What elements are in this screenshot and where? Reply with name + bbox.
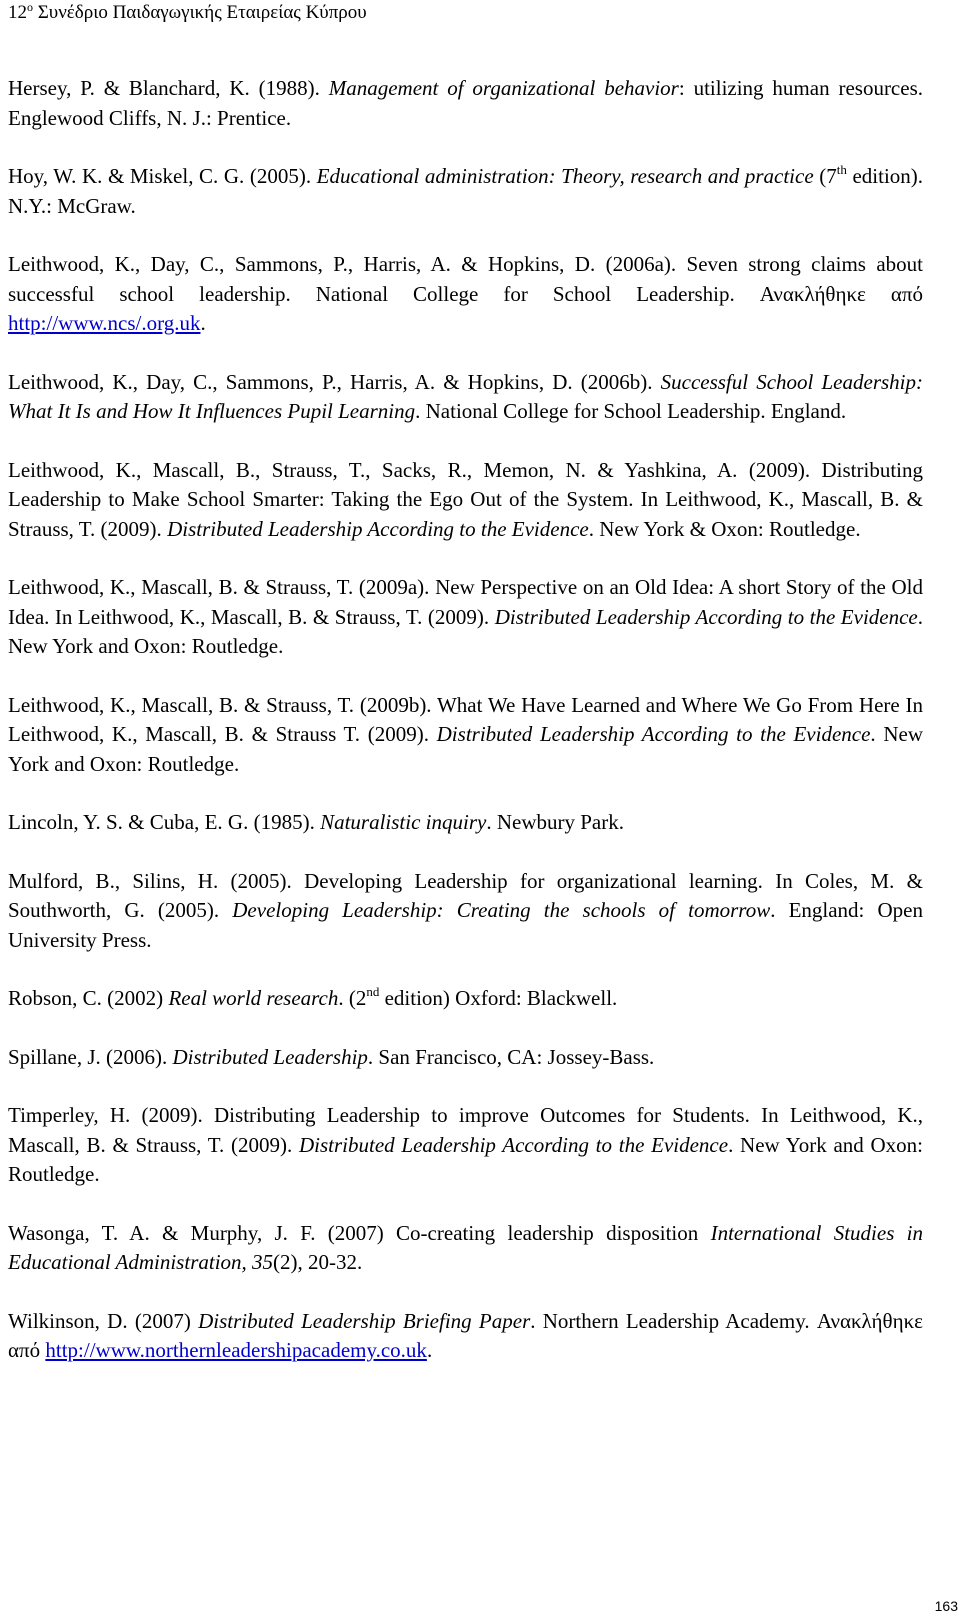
reference-entry: Mulford, B., Silins, H. (2005). Developing Leadership for organizational learning. In Coles, M. & Southworth, G. (2005). Developing Leadership: Creating the schools of tomorrow. England: Open University Press. bbox=[8, 868, 923, 952]
reference-entry: Leithwood, K., Day, C., Sammons, P., Harris, A. & Hopkins, D. (2006b). Successful School Leadership: What It Is and How It Influences Pupil Learning. National College for School Leadership. England. bbox=[8, 369, 923, 423]
reference-entry: Leithwood, K., Day, C., Sammons, P., Harris, A. & Hopkins, D. (2006a). Seven strong claims about successful school leadership. National College for School Leadership. Ανακλήθηκε από http://www.ncs/.org.uk. bbox=[8, 252, 923, 335]
reference-entry: Spillane, J. (2006). Distributed Leadership. San Francisco, CA: Jossey-Bass. bbox=[8, 1044, 655, 1069]
reference-entry: Wilkinson, D. (2007) Distributed Leadership Briefing Paper. Northern Leadership Academy. Ανακλήθηκε από http://www.northernleadershipacademy.co.uk. bbox=[8, 1308, 923, 1362]
reference-list bbox=[8, 74, 923, 1395]
header-ordinal: ο bbox=[27, 0, 33, 14]
page-number: 163 bbox=[934, 1598, 958, 1614]
reference-entry: Hersey, P. & Blanchard, K. (1988). Management of organizational behavior: utilizing human resources. Englewood Cliffs, N. J.: Prentice. bbox=[8, 76, 923, 130]
reference-entry: Leithwood, K., Mascall, B. & Strauss, T. (2009b). What We Have Learned and Where We Go From Here In Leithwood, K., Mascall, B. & Strauss T. (2009). Distributed Leadership According to the Evidence. New York and Oxon: Routledge. bbox=[8, 692, 923, 776]
reference-entry: Lincoln, Y. S. & Cuba, E. G. (1985). Naturalistic inquiry. Newbury Park. bbox=[8, 810, 624, 834]
reference-entry: Robson, C. (2002) Real world research. (2nd edition) Oxford: Blackwell. bbox=[8, 984, 618, 1010]
reference-entry: Leithwood, K., Mascall, B., Strauss, T., Sacks, R., Memon, N. & Yashkina, A. (2009). Distributing Leadership to Make School Smarter: Taking the Ego Out of the System. In Leithwood, K., Mascall, B. & Strauss, T. (2009). Distributed Leadership According to the Evidence. New York & Oxon: Routledge. bbox=[8, 457, 923, 541]
reference-link[interactable]: http://www.northernleadershipacademy.co.uk bbox=[45, 1338, 427, 1362]
reference-entry: Leithwood, K., Mascall, B. & Strauss, T. (2009a). New Perspective on an Old Idea: A short Story of the Old Idea. In Leithwood, K., Mascall, B. & Strauss, T. (2009). Distributed Leadership According to the Evidence. New York and Oxon: Routledge. bbox=[8, 575, 923, 658]
reference-entry: Wasonga, T. A. & Murphy, J. F. (2007) Co-creating leadership disposition International Studies in Educational Administration, 35(2), 20-32. bbox=[8, 1220, 924, 1274]
reference-entry: Timperley, H. (2009). Distributing Leadership to improve Outcomes for Students. In Leithwood, K., Mascall, B. & Strauss, T. (2009). Distributed Leadership According to the Evidence. New York and Oxon: Routledge. bbox=[8, 1103, 923, 1186]
header-number: 12 bbox=[8, 2, 27, 23]
reference-entry: Hoy, W. K. & Miskel, C. G. (2005). Educational administration: Theory, research and practice (7th edition). N.Y.: McGraw. bbox=[8, 162, 924, 218]
header-title: Συνέδριο Παιδαγωγικής Εταιρείας Κύπρου bbox=[37, 2, 367, 23]
running-header bbox=[8, 0, 367, 26]
reference-link[interactable]: http://www.ncs/.org.uk bbox=[8, 311, 201, 335]
